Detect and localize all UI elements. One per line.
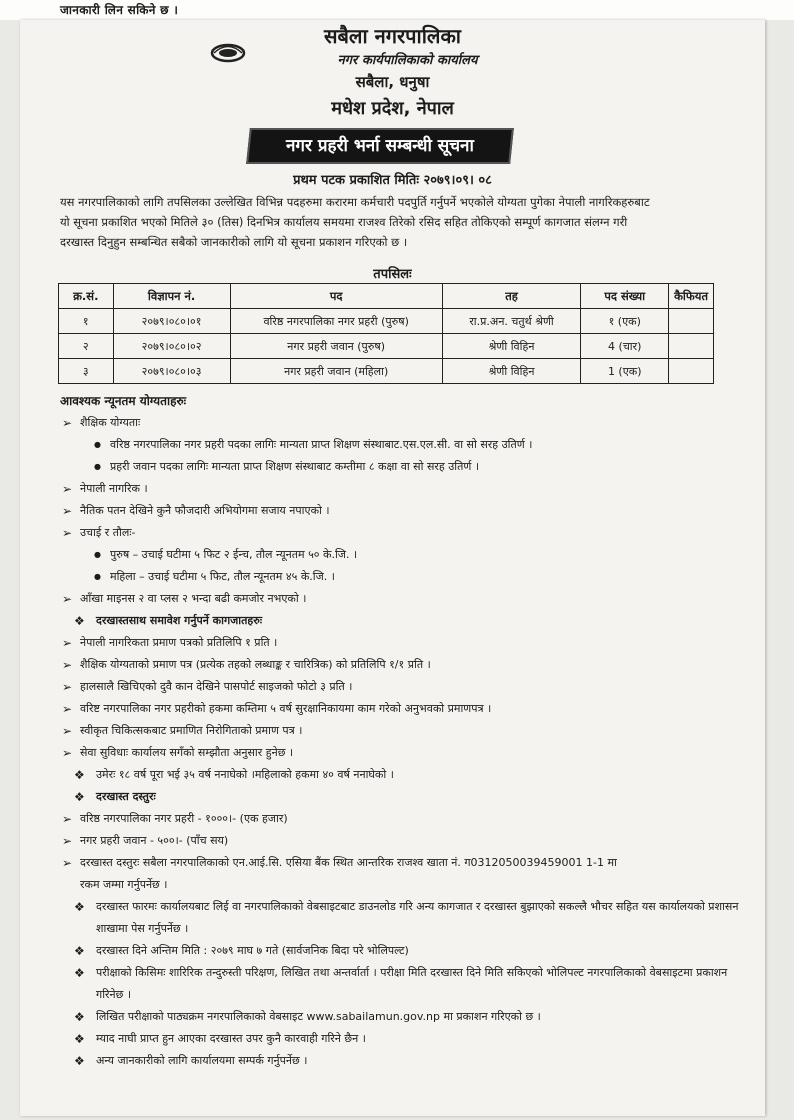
edu-label: शैक्षिक योग्यताः [80, 416, 141, 429]
column-header: विज्ञापन नं. [113, 284, 230, 309]
payment-line: दरखास्त दस्तुरः सबैला नगरपालिकाको एन.आई.सि. एसिया बैंक स्थित आन्तरिक राजश्व खाता नं. ग0312050039459001 1-1 मा [80, 856, 617, 869]
notice-title-banner [246, 128, 514, 164]
intro-line: दरखास्त दिनुहुन सम्बन्धित सबैको जानकारीको लागि यो सूचना प्रकाशन गरिएको छ । [60, 235, 408, 249]
requirements-list [60, 412, 750, 610]
list-item: ➢ वरिष्ठ नगरपालिका नगर प्रहरी - १०००।- (एक हजार) [60, 808, 750, 830]
cell-level: श्रेणी विहिन [442, 359, 581, 384]
cell-ad-number: २०७९।०८०।०३ [113, 359, 230, 384]
notes-list [60, 896, 750, 1072]
table-row [59, 359, 714, 384]
list-item: ➢ शैक्षिक योग्यताको प्रमाण पत्र (प्रत्येक तहको लब्धाङ्क र चारित्रिक) को प्रतिलिपि १/१ प्रति । [60, 654, 750, 676]
payment-line: रकम जम्मा गर्नुपर्नेछ । [80, 878, 168, 891]
column-header: पद संख्या [581, 284, 669, 309]
list-item [60, 522, 750, 588]
table-title: तपसिलः [373, 267, 412, 282]
posts-table [58, 283, 714, 384]
notice-title: नगर प्रहरी भर्ना सम्बन्धी सूचना [286, 136, 474, 156]
cell-post: वरिष्ठ नगरपालिका नगर प्रहरी (पुरुष) [230, 309, 442, 334]
table-row [59, 334, 714, 359]
list-item: ➢ नेपाली नागरिकता प्रमाण पत्रको प्रतिलिपि १ प्रति । [60, 632, 750, 654]
intro-paragraph [60, 192, 740, 252]
edu-sublist [80, 434, 750, 478]
province-name: मधेश प्रदेश, नेपाल [331, 98, 454, 119]
documents-list [60, 632, 750, 764]
cell-ad-number: २०७९।०८०।०१ [113, 309, 230, 334]
list-item: ➢ नेपाली नागरिक । [60, 478, 750, 500]
municipality-name: सबैला नगरपालिका [323, 24, 461, 48]
cell-serial: २ [59, 334, 114, 359]
height-sublist [80, 544, 750, 588]
list-item: ➢ वरिष्ट नगरपालिका नगर प्रहरीको हकमा कम्तिमा ५ वर्ष सुरक्षानिकायमा काम गरेको अनुभवको प्रमाणपत्र । [60, 698, 750, 720]
list-item: ❖ उमेरः १८ वर्ष पूरा भई ३५ वर्ष ननाघेको ।महिलाको हकमा ४० वर्ष ननाघेको । [74, 764, 750, 786]
height-label: उचाई र तौलः- [80, 526, 136, 539]
list-item: ➢ सेवा सुविधाः कार्यालय सगँको सम्झौता अनुसार हुनेछ । [60, 742, 750, 764]
list-item: ➢ स्वीकृत चिकित्सकबाट प्रमाणित निरोगिताको प्रमाण पत्र । [60, 720, 750, 742]
list-item: ❖ म्याद नाघी प्राप्त हुन आएका दरखास्त उपर कुनै कारवाही गरिने छैन । [74, 1028, 750, 1050]
cell-ad-number: २०७९।०८०।०२ [113, 334, 230, 359]
notice-body [60, 390, 750, 1072]
cell-count: 4 (चार) [581, 334, 669, 359]
cell-remarks [669, 334, 714, 359]
list-item: ● महिला – उचाई घटीमा ५ फिट, तौल न्यूनतम ४५ के.जि. । [94, 566, 750, 588]
list-item: ➢ आँखा माइनस २ वा प्लस २ भन्दा बढी कमजोर नभएको । [60, 588, 750, 610]
column-header: तह [442, 284, 581, 309]
column-header: कैफियत [669, 284, 714, 309]
cell-level: श्रेणी विहिन [442, 334, 581, 359]
intro-line: यस नगरपालिकाको लागि तपसिलका उल्लेखित विभिन्न पदहरुमा करारमा कर्मचारी पदपुर्ति गर्नुपर्ने भएकोले योग्यता पुगेका नेपाली नागरिकहरुबाट [60, 195, 650, 209]
cell-post: नगर प्रहरी जवान (पुरुष) [230, 334, 442, 359]
column-header: क्र.सं. [59, 284, 114, 309]
table-header-row [59, 284, 714, 309]
top-strip-text: जानकारी लिन सकिने छ । [60, 3, 179, 17]
list-item: ❖ परीक्षाको किसिमः शारिरिक तन्दुरुस्ती परिक्षण, लिखित तथा अन्तर्वार्ता । परीक्षा मिति दरखास्त दिने मिति सकिएको भोलिपल्ट नगरपालिकाको वेबसाइटमा प्रकाशन गरिनेछ । [74, 962, 750, 1006]
cell-level: रा.प्र.अन. चतुर्थ श्रेणी [442, 309, 581, 334]
office-place: सबैला, धनुषा [355, 73, 430, 91]
list-item: ❖ दरखास्त फारमः कार्यालयबाट लिई वा नगरपालिकाको वेबसाइटबाट डाउनलोड गरि अन्य कागजात र दरखास्त बुझाएको सकल्लै भौचर सहित यस कार्यालयको प्रशासन शाखामा पेस गर्नुपर्नेछ । [74, 896, 750, 940]
documents-title: ❖ दरखास्तसाथ समावेश गर्नुपर्ने कागजातहरुः [74, 610, 750, 632]
list-item: ● पुरुष – उचाई घटीमा ५ फिट २ ईन्च, तौल न्यूनतम ५० के.जि. । [94, 544, 750, 566]
cell-remarks [669, 359, 714, 384]
fees-list [60, 808, 750, 896]
list-item: ➢ नैतिक पतन देखिने कुनै फौजदारी अभियोगमा सजाय नपाएको । [60, 500, 750, 522]
list-item [60, 412, 750, 478]
fees-title: ❖ दरखास्त दस्तुरः [74, 786, 750, 808]
list-item: ❖ अन्य जानकारीको लागि कार्यालयमा सम्पर्क गर्नुपर्नेछ । [74, 1050, 750, 1072]
cell-serial: १ [59, 309, 114, 334]
list-item: ● वरिष्ठ नगरपालिका नगर प्रहरी पदका लागिः मान्यता प्राप्त शिक्षण संस्थाबाट.एस.एल.सी. वा सो सरह उतिर्ण । [94, 434, 750, 456]
intro-line: यो सूचना प्रकाशित भएको मितिले ३० (तिस) दिनभित्र कार्यालय समयमा राजश्व तिरेको रसिद सहित तोकिएको सम्पूर्ण कागजात संलग्न गरी [60, 215, 628, 229]
notice-paper [20, 20, 765, 1116]
list-item: ➢ हालसालै खिचिएको दुवै कान देखिने पासपोर्ट साइजको फोटो ३ प्रति । [60, 676, 750, 698]
cell-post: नगर प्रहरी जवान (महिला) [230, 359, 442, 384]
cell-count: 1 (एक) [581, 359, 669, 384]
office-name: नगर कार्यपालिकाको कार्यालय [337, 53, 478, 68]
top-strip [0, 0, 794, 20]
list-item [60, 852, 750, 896]
list-item: ❖ दरखास्त दिने अन्तिम मिति : २०७९ माघ ७ गते (सार्वजनिक बिदा परे भोलिपल्ट) [74, 940, 750, 962]
requirements-title: आवश्यक न्यूनतम योग्यताहरुः [60, 394, 187, 408]
table-row [59, 309, 714, 334]
list-item: ➢ नगर प्रहरी जवान - ५००।- (पाँच सय) [60, 830, 750, 852]
age-list [60, 764, 750, 808]
column-header: पद [230, 284, 442, 309]
documents-heading-list [60, 610, 750, 632]
cell-remarks [669, 309, 714, 334]
cell-count: १ (एक) [581, 309, 669, 334]
cell-serial: ३ [59, 359, 114, 384]
publication-date: प्रथम पटक प्रकाशित मितिः २०७९।०९। ०८ [293, 173, 492, 188]
list-item: ● प्रहरी जवान पदका लागिः मान्यता प्राप्त शिक्षण संस्थाबाट कम्तीमा ८ कक्षा वा सो सरह उतिर्ण । [94, 456, 750, 478]
list-item: ❖ लिखित परीक्षाको पाठ्यक्रम नगरपालिकाको वेबसाइट www.sabailamun.gov.np मा प्रकाशन गरिएको छ । [74, 1006, 750, 1028]
